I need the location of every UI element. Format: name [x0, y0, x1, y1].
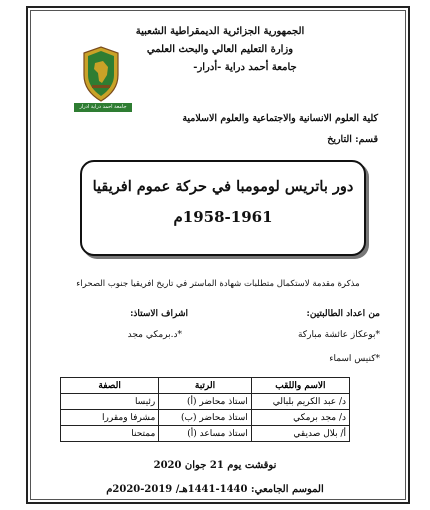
table-row — [61, 394, 350, 410]
ministry-name: وزارة التعليم العالي والبحث العلمي — [146, 44, 294, 55]
jury-member-name: د/ مجد برمكي — [251, 410, 349, 426]
jury-member-rank: استاذ محاضر (أ) — [159, 394, 251, 410]
jury-table — [60, 377, 350, 442]
republic-name: الجمهورية الجزائرية الديمقراطية الشعبية — [135, 26, 305, 37]
jury-member-name: د/ عبد الكريم بلبالي — [251, 394, 349, 410]
jury-member-role: رئيسا — [61, 394, 159, 410]
jury-table-header — [61, 378, 350, 394]
thesis-title: دور باتريس لومومبا في حركة عموم افريقيا — [92, 178, 354, 195]
faculty-name: كلية العلوم الانسانية والاجتماعية والعلوم الاسلامية — [182, 113, 378, 124]
department-name: قسم: التاريخ — [327, 134, 378, 145]
jury-member-role: ممتحنا — [61, 426, 159, 442]
student-name-2: *كنيس اسماء — [329, 354, 380, 364]
students-label: من اعداد الطالبتين: — [306, 309, 380, 319]
jury-header-role: الصفة — [61, 378, 159, 394]
thesis-years: 1958-1961م — [173, 208, 273, 226]
academic-year: الموسم الجامعي: 1440-1441هـ/ 2019-2020م — [106, 484, 324, 495]
logo-caption: جامعة احمد دراية ادرار — [74, 103, 132, 112]
jury-member-rank: استاذ مساعد (أ) — [159, 426, 251, 442]
jury-member-role: مشرفا ومقررا — [61, 410, 159, 426]
supervisor-name: *د.برمكي مجد — [127, 330, 182, 340]
student-name-1: *بوعكاز عائشة مباركة — [297, 330, 380, 340]
jury-member-rank: استاذ محاضر (ب) — [159, 410, 251, 426]
university-logo-icon — [78, 45, 124, 103]
table-row — [61, 410, 350, 426]
jury-member-name: أ/ بلال صديقي — [251, 426, 349, 442]
memo-description: مذكرة مقدمة لاستكمال متطلبات شهادة الماستر في تاريخ افريقيا جنوب الصحراء — [76, 279, 360, 289]
table-row — [61, 426, 350, 442]
jury-header-name: الاسم واللقب — [251, 378, 349, 394]
supervisor-label: اشراف الاستاذ: — [130, 309, 188, 319]
defense-date: نوقشت يوم 21 جوان 2020 — [153, 460, 277, 471]
jury-header-rank: الرتبة — [159, 378, 251, 394]
university-name: جامعة أحمد دراية -أدرار- — [193, 62, 297, 73]
